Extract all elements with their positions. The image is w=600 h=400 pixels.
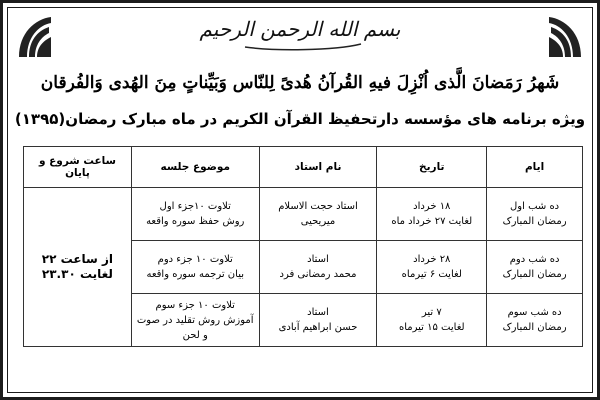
topic-cell	[131, 241, 259, 294]
teacher-line: استاد	[307, 254, 329, 265]
time-start: از ساعت ۲۲	[41, 252, 114, 266]
teacher-cell	[259, 294, 377, 347]
topic-line: روش حفظ سوره واقعه	[146, 216, 245, 227]
date-cell	[377, 294, 487, 347]
table-header-row	[24, 147, 583, 188]
time-cell	[24, 188, 132, 347]
teacher-line: میریحیی	[300, 216, 336, 227]
days-cell	[487, 294, 583, 347]
days-line: ده شب دوم	[509, 254, 560, 265]
teacher-line: حسن ابراهیم آبادی	[278, 322, 358, 333]
schedule-table	[23, 146, 583, 347]
date-line: ۱۸ خرداد	[413, 201, 451, 212]
program-title: ویژه برنامه های مؤسسه دارتحفیظ القرآن الکریم در ماه مبارک رمضان(۱۳۹۵)	[14, 110, 586, 128]
date-cell	[377, 241, 487, 294]
header-days: ایام	[487, 147, 583, 188]
teacher-line: محمد رمضانی فرد	[279, 269, 357, 280]
days-line: ده شب سوم	[507, 307, 562, 318]
days-cell	[487, 241, 583, 294]
header-date: تاریخ	[377, 147, 487, 188]
table-row	[24, 188, 583, 241]
days-line: رمضان المبارک	[502, 216, 567, 227]
calligraphy-flourish	[243, 41, 363, 51]
date-line: ۷ تیر	[421, 307, 442, 318]
teacher-line: استاد	[307, 307, 329, 318]
topic-line: تلاوت ۱۰ جزء دوم	[157, 254, 233, 265]
time-end: لغایت ۲۳.۳۰	[41, 267, 113, 281]
days-line: ده شب اول	[510, 201, 560, 212]
topic-line: بیان ترجمه سوره واقعه	[146, 269, 244, 280]
date-line: لغایت ۲۷ خرداد ماه	[391, 216, 473, 227]
date-line: ۲۸ خرداد	[413, 254, 451, 265]
days-line: رمضان المبارک	[502, 322, 567, 333]
topic-line: تلاوت ۱۰ جزء سوم	[155, 299, 235, 311]
topic-cell	[131, 294, 259, 347]
teacher-cell	[259, 241, 377, 294]
days-cell	[487, 188, 583, 241]
header-time: ساعت شروع و پایان	[24, 147, 132, 188]
date-line: لغایت ۱۵ تیرماه	[398, 322, 465, 333]
header-topic: موضوع جلسه	[131, 147, 259, 188]
days-line: رمضان المبارک	[502, 269, 567, 280]
bismillah-calligraphy: بسم الله الرحمن الرحیم	[199, 17, 401, 41]
date-cell	[377, 188, 487, 241]
topic-cell	[131, 188, 259, 241]
topic-line: آموزش روش تقلید در صوت و لحن	[136, 314, 254, 341]
quran-verse: شَهرُ رَمَضانَ الَّذی اُنْزِلَ فیهِ القُرآنُ هُدیً لِلنّاس وَبَیِّناتٍ مِنَ الهُدی وَالفُرقان	[40, 73, 560, 93]
header-teacher: نام استاد	[259, 147, 377, 188]
teacher-cell	[259, 188, 377, 241]
topic-line: تلاوت ۱۰جزء اول	[159, 201, 231, 212]
date-line: لغایت ۶ تیرماه	[401, 269, 462, 280]
teacher-line: استاد حجت الاسلام	[278, 201, 358, 212]
